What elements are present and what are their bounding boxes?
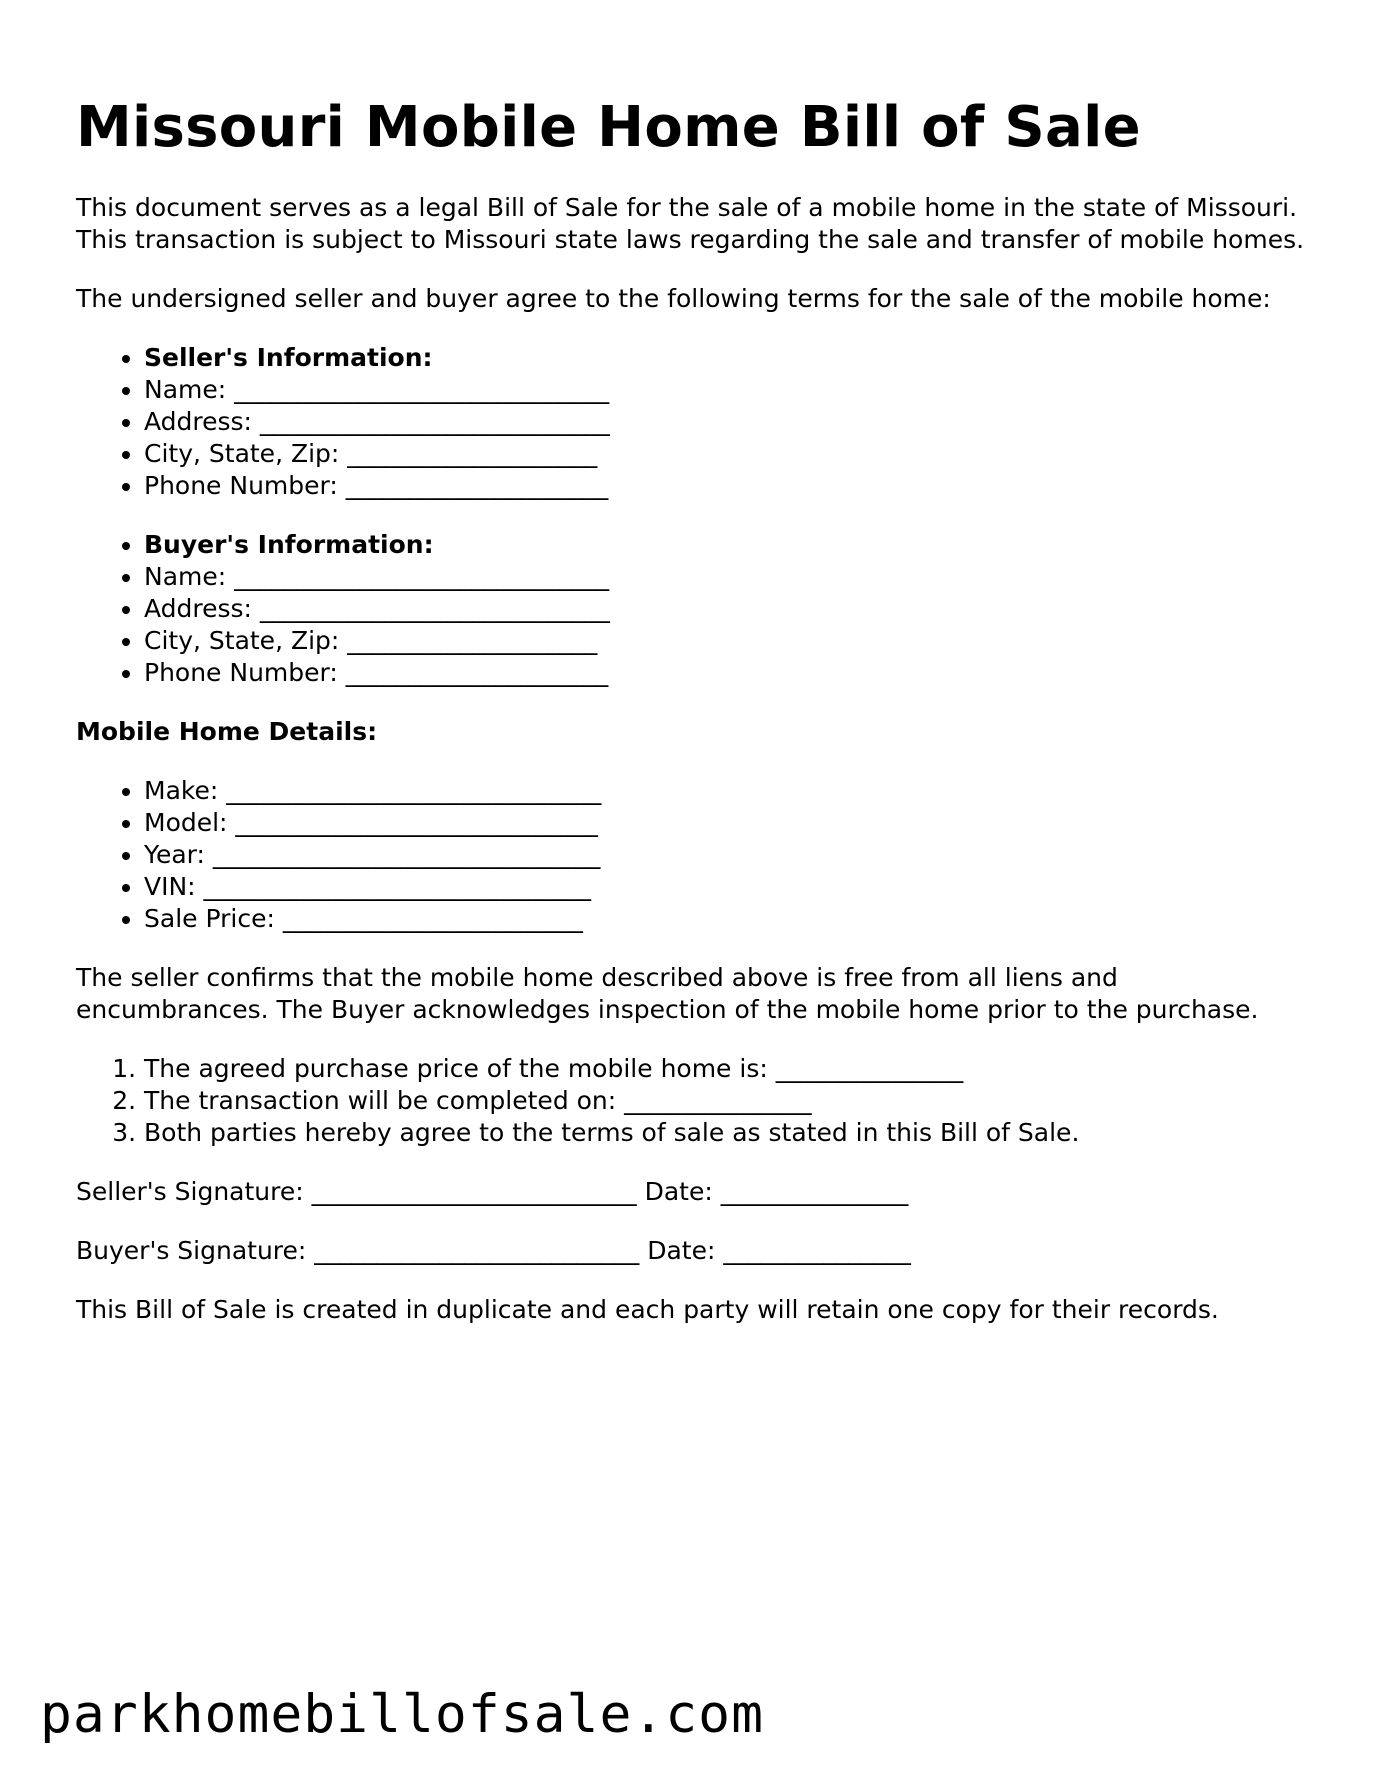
agreement-paragraph: The undersigned seller and buyer agree to the following terms for the sale of the mobile home: [76,284,1271,313]
seller-city-state-zip-field: • City, State, Zip: ____________________ [144,438,1306,470]
buyer-information-list [76,529,1306,689]
term-agreement: 3. Both parties hereby agree to the terms of sale as stated in this Bill of Sale. [144,1117,1306,1149]
buyer-information-heading: • Buyer's Information: [144,529,1306,561]
year-field: • Year: _______________________________ [144,839,1306,871]
seller-address-field: • Address: ____________________________ [144,406,1306,438]
vin-field: • VIN: _______________________________ [144,871,1306,903]
model-field: • Model: _____________________________ [144,807,1306,839]
seller-phone-field: • Phone Number: _____________________ [144,470,1306,502]
website-watermark: parkhomebillofsale.com [40,1684,764,1745]
buyer-phone-field: • Phone Number: _____________________ [144,657,1306,689]
term-completion-date: 2. The transaction will be completed on: _______________ [144,1085,1306,1117]
buyer-signature-line: Buyer's Signature: __________________________ Date: _______________ [76,1236,911,1265]
document-page [76,92,1306,1353]
closing-paragraph: This Bill of Sale is created in duplicate and each party will retain one copy for their records. [76,1295,1219,1324]
terms-list [76,1053,1306,1149]
buyer-city-state-zip-field: • City, State, Zip: ____________________ [144,625,1306,657]
document-title: Missouri Mobile Home Bill of Sale [76,95,1141,160]
seller-name-field: • Name: ______________________________ [144,374,1306,406]
sale-price-field: • Sale Price: ________________________ [144,903,1306,935]
buyer-address-field: • Address: ____________________________ [144,593,1306,625]
mobile-home-details-list [76,775,1306,935]
term-purchase-price: 1. The agreed purchase price of the mobile home is: _______________ [144,1053,1306,1085]
intro-paragraph: This document serves as a legal Bill of Sale for the sale of a mobile home in the state of Missouri. This transaction is subject to Missouri state laws regarding the sale and transfer of mobile homes. [76,193,1305,254]
seller-signature-line: Seller's Signature: __________________________ Date: _______________ [76,1177,909,1206]
seller-information-list [76,342,1306,502]
seller-information-heading: • Seller's Information: [144,342,1306,374]
buyer-name-field: • Name: ______________________________ [144,561,1306,593]
mobile-home-details-heading: Mobile Home Details: [76,717,378,746]
confirmation-paragraph: The seller confirms that the mobile home described above is free from all liens and encumbrances. The Buyer acknowledges inspection of the mobile home prior to the purchase. [76,963,1259,1024]
make-field: • Make: ______________________________ [144,775,1306,807]
